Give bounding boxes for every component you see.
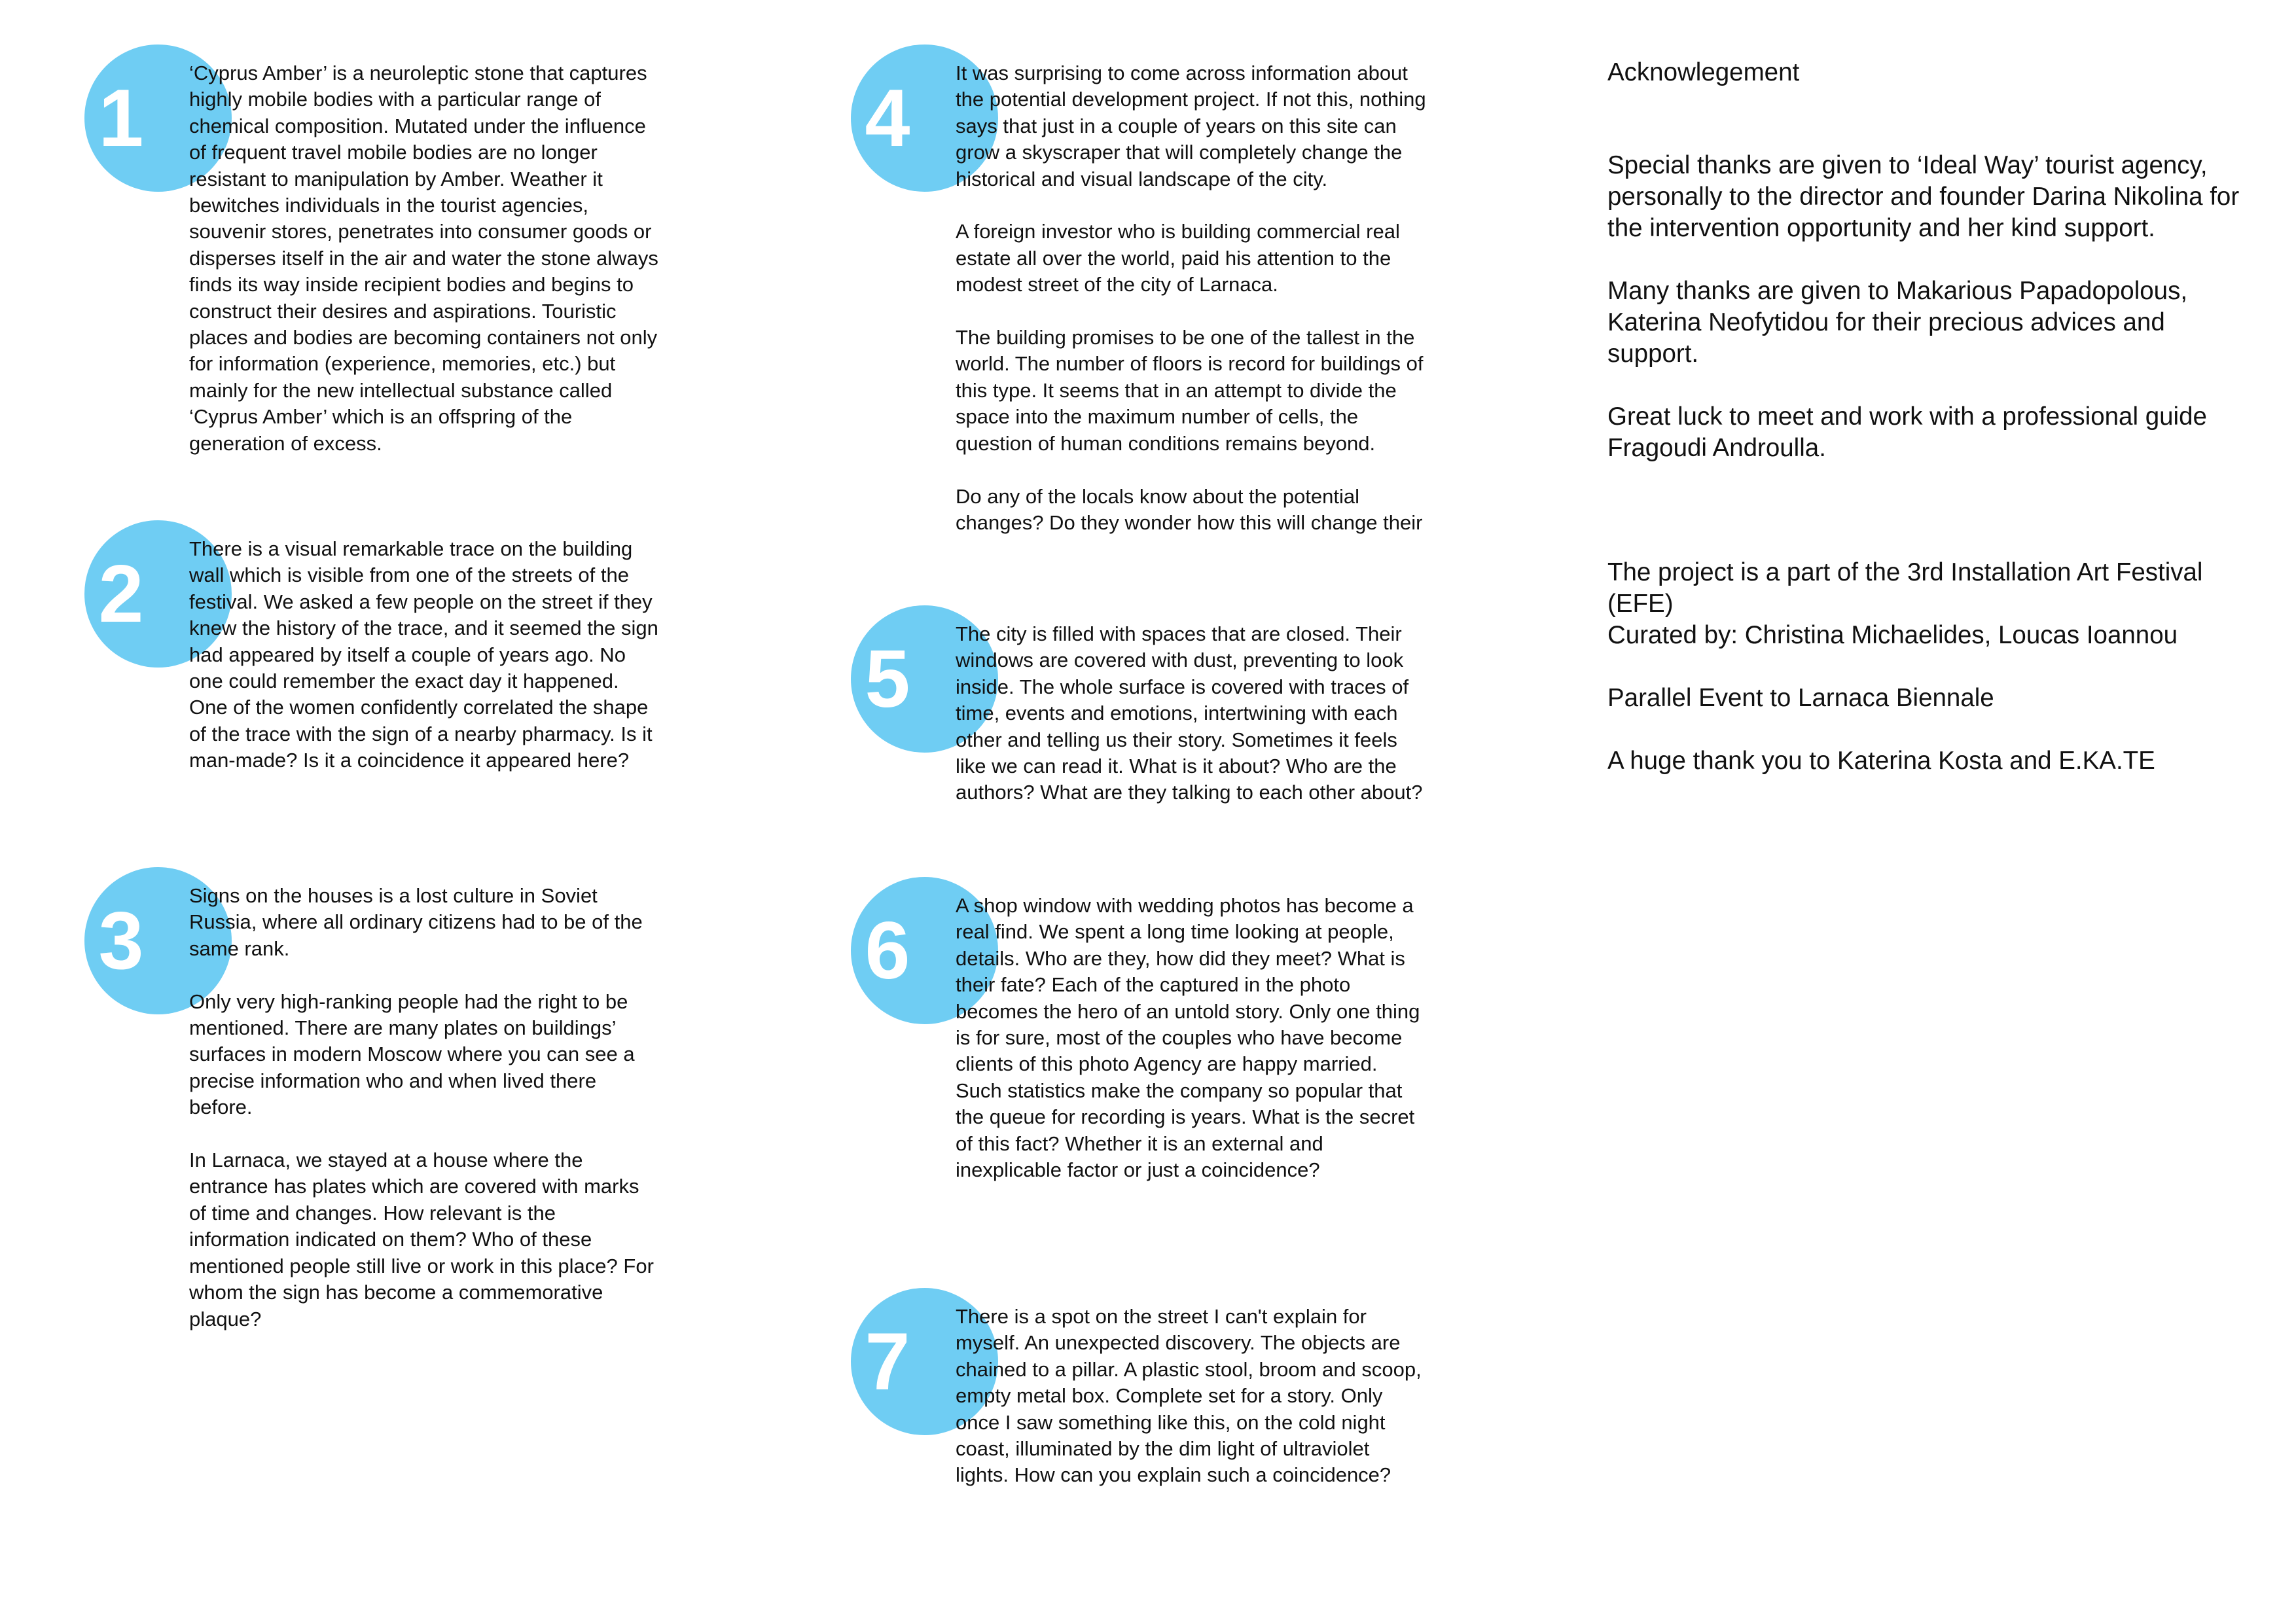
- item-text: Signs on the houses is a lost culture in Soviet Russia, where all ordinary citizens had to be of the same rank. Only very high-ranking people had the right to be mentioned. There are many plates on buildings’ surfaces in modern Moscow where you can see a precise information who and when lived there before. In Larnaca, we stayed at a house where the entrance has plates which are covered with marks of time and changes. How relevant is the information indicated on them? Who of these mentioned people still live or work in this place? For whom the sign has become a commemorative plaque?: [189, 884, 654, 1330]
- item-number: 3: [98, 895, 144, 986]
- item-number: 1: [98, 73, 144, 164]
- item-text: The city is filled with spaces that are closed. Their windows are covered with dust, preventing to look inside. The whole surface is covered with traces of time, events and emotions, intertwining with each other and telling us their story. Sometimes it feels like we can read it. What is it about? Who are the authors? What are they talking to each other about?: [956, 622, 1423, 804]
- item-number: 7: [865, 1316, 910, 1407]
- item-text: There is a spot on the street I can't explain for myself. An unexpected discovery. The objects are chained to a pillar. A plastic stool, broom and scoop, empty metal box. Complete set for a story. Only once I saw something like this, on the cold night coast, illuminated by the dim light of ultraviolet lights. How can you explain such a coincidence?: [956, 1305, 1422, 1487]
- item-text: It was surprising to come across information about the potential development project. If not this, nothing says that just in a couple of years on this site can grow a skyscraper that will completely change the historical and visual landscape of the city. A foreign investor who is building commercial real estate all over the world, paid his attention to the modest street of the city of Larnaca. The building promises to be one of the tallest in the world. The number of floors is record for buildings of this type. It seems that in an attempt to divide the space into the maximum number of cells, the question of human conditions remains beyond. Do any of the locals know about the potential changes? Do they wonder how this will change their: [956, 62, 1426, 534]
- festival-credits: The project is a part of the 3rd Installation Art Festival (EFE) Curated by: Christina Michaelides, Loucas Ioannou Parallel Event to Larnaca Biennale A huge thank you to Katerina Kosta and E.KA.TE: [1607, 558, 2203, 775]
- item-text: There is a visual remarkable trace on the building wall which is visible from one of the streets of the festival. We asked a few people on the street if they knew the history of the trace, and it seemed the sign had appeared by itself a couple of years ago. No one could remember the exact day it happened. One of the women confidently correlated the shape of the trace with the sign of a nearby pharmacy. Is it man-made? Is it a coincidence it appeared here?: [189, 537, 658, 772]
- acknowledgement-body: Special thanks are given to ‘Ideal Way’ tourist agency, personally to the director and founder Darina Nikolina for the intervention opportunity and her kind support. Many thanks are given to Makarious Papadopolous, Katerina Neofytidou for their precious advices and support. Great luck to meet and work with a professional guide Fragoudi Androulla.: [1607, 151, 2240, 462]
- item-number: 4: [865, 73, 910, 164]
- item-number: 6: [865, 905, 910, 996]
- item-number: 2: [98, 548, 144, 639]
- acknowledgement-heading: Acknowlegement: [1607, 58, 1800, 86]
- item-text: ‘Cyprus Amber’ is a neuroleptic stone that captures highly mobile bodies with a particular range of chemical composition. Mutated under the influence of frequent travel mobile bodies are no longer resistant to manipulation by Amber. Weather it bewitches individuals in the tourist agencies, souvenir stores, penetrates into consumer goods or disperses itself in the air and water the stone always finds its way inside recipient bodies and begins to construct their desires and aspirations. Touristic places and bodies are becoming containers not only for information (experience, memories, etc.) but mainly for the new intellectual substance called ‘Cyprus Amber’ which is an offspring of the generation of excess.: [189, 62, 658, 455]
- item-number: 5: [865, 633, 910, 724]
- item-text: A shop window with wedding photos has become a real find. We spent a long time looking at people, details. Who are they, how did they meet? What is their fate? Each of the captured in the photo becomes the hero of an untold story. Only one thing is for sure, most of the couples who have become clients of this photo Agency are happy married. Such statistics make the company so popular that the queue for recording is years. What is the secret of this fact? Whether it is an external and inexplicable factor or just a coincidence?: [956, 894, 1420, 1182]
